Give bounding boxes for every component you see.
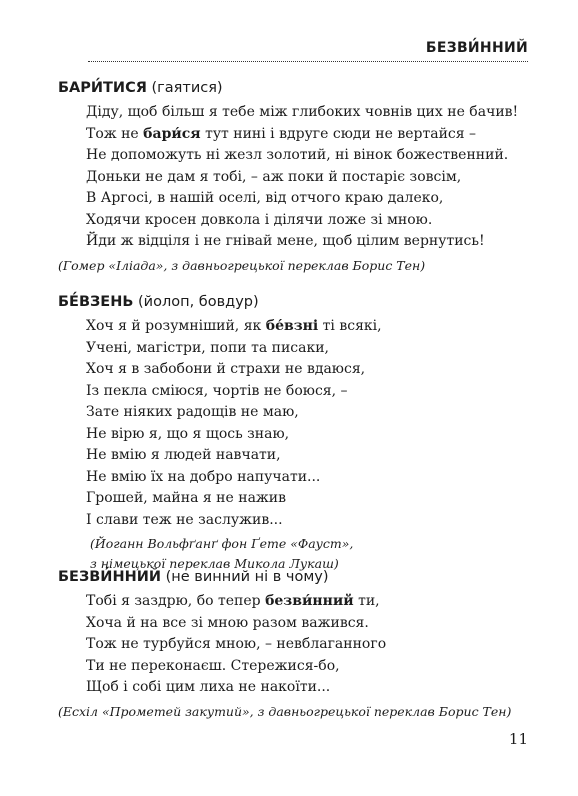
verse-line: Хоч я в забобони й страхи не вдаюся,: [86, 361, 366, 377]
verse-line: Тож не бари́ся тут нині і вдруге сюди не вертайся –: [86, 125, 477, 142]
verse-line: Зате ніяких радощів не маю,: [86, 404, 299, 420]
verse-line: Діду, щоб більш я тебе між глибоких човнів цих не бачив!: [86, 104, 519, 120]
entry-heading: [58, 292, 538, 312]
verse-line: Йди ж відціля і не гнівай мене, щоб цілим вернутись!: [86, 233, 485, 249]
entry-heading: [58, 567, 538, 587]
verse-line: Хоч я й розумніший, як бе́взні ті всякі,: [86, 318, 382, 334]
verse-line: Грошей, майна я не нажив: [86, 490, 287, 506]
highlighted-word: бари́ся: [143, 125, 201, 142]
entry-gloss: (гаятися): [146, 80, 223, 96]
citation: (Есхіл «Прометей закутий», з давньогрецької переклав Борис Тен): [58, 703, 512, 719]
verse-line: Ходячи кросен довкола і ділячи ложе зі мною.: [86, 211, 433, 228]
verse-line: Тобі я заздрю, бо тепер безви́нний ти,: [86, 593, 380, 609]
verse-line: Із пекла сміюся, чортів не боюся, –: [86, 382, 348, 399]
highlighted-word: безви́нний: [265, 593, 354, 609]
entry-gloss: (не винний ні в чому): [161, 569, 329, 585]
entry-headword: БЕ́ВЗЕНЬ: [58, 294, 134, 310]
verse-line: Не вмію їх на добро напучати...: [86, 468, 321, 485]
dictionary-entry-barytysia: [58, 78, 538, 276]
verse-line: Доньки не дам я тобі, – аж поки й постаріє зовсім,: [86, 168, 462, 185]
verse-quote: [86, 102, 538, 253]
entry-heading: [58, 78, 538, 98]
page-number: 11: [508, 730, 528, 748]
dictionary-entry-bevzen: [58, 292, 538, 574]
entry-gloss: (йолоп, бовдур): [133, 294, 259, 310]
verse-line: Не вмію я людей навчати,: [86, 447, 281, 463]
verse-line: Ти не переконаєш. Стережися-бо,: [86, 657, 340, 674]
citation: (Йоганн Вольфґанґ фон Ґете «Фауст»,: [90, 536, 354, 551]
verse-line: Щоб і собі цим лиха не накоїти...: [86, 679, 331, 695]
verse-quote: [86, 591, 538, 699]
verse-line: Тож не турбуйся мною, – невблаганного: [86, 636, 387, 652]
verse-line: І слави теж не заслужив...: [86, 511, 283, 528]
citation: (Гомер «Іліада», з давньогрецької переклав Борис Тен): [58, 257, 426, 273]
verse-quote: [86, 316, 538, 531]
verse-line: Не вірю я, що я щось знаю,: [86, 425, 290, 442]
header-dotted-rule: [88, 61, 528, 62]
running-head: БЕЗВИ́ННИЙ: [425, 40, 528, 56]
citation-continued: з німецької переклав Микола Лукаш): [90, 556, 339, 571]
verse-line: Не допоможуть ні жезл золотий, ні вінок божественний.: [86, 147, 509, 163]
dictionary-entry-bezvynnyi: [58, 567, 538, 722]
entry-headword: БАРИ́ТИСЯ: [58, 80, 147, 96]
entry-headword: БЕЗВИ́ННИЙ: [58, 569, 161, 585]
verse-line: Учені, магістри, попи та писаки,: [86, 339, 329, 356]
verse-line: Хоча й на все зі мною разом важився.: [86, 614, 369, 631]
verse-line: В Аргосі, в нашій оселі, від отчого краю далеко,: [86, 190, 444, 206]
highlighted-word: бе́взні: [265, 318, 319, 334]
